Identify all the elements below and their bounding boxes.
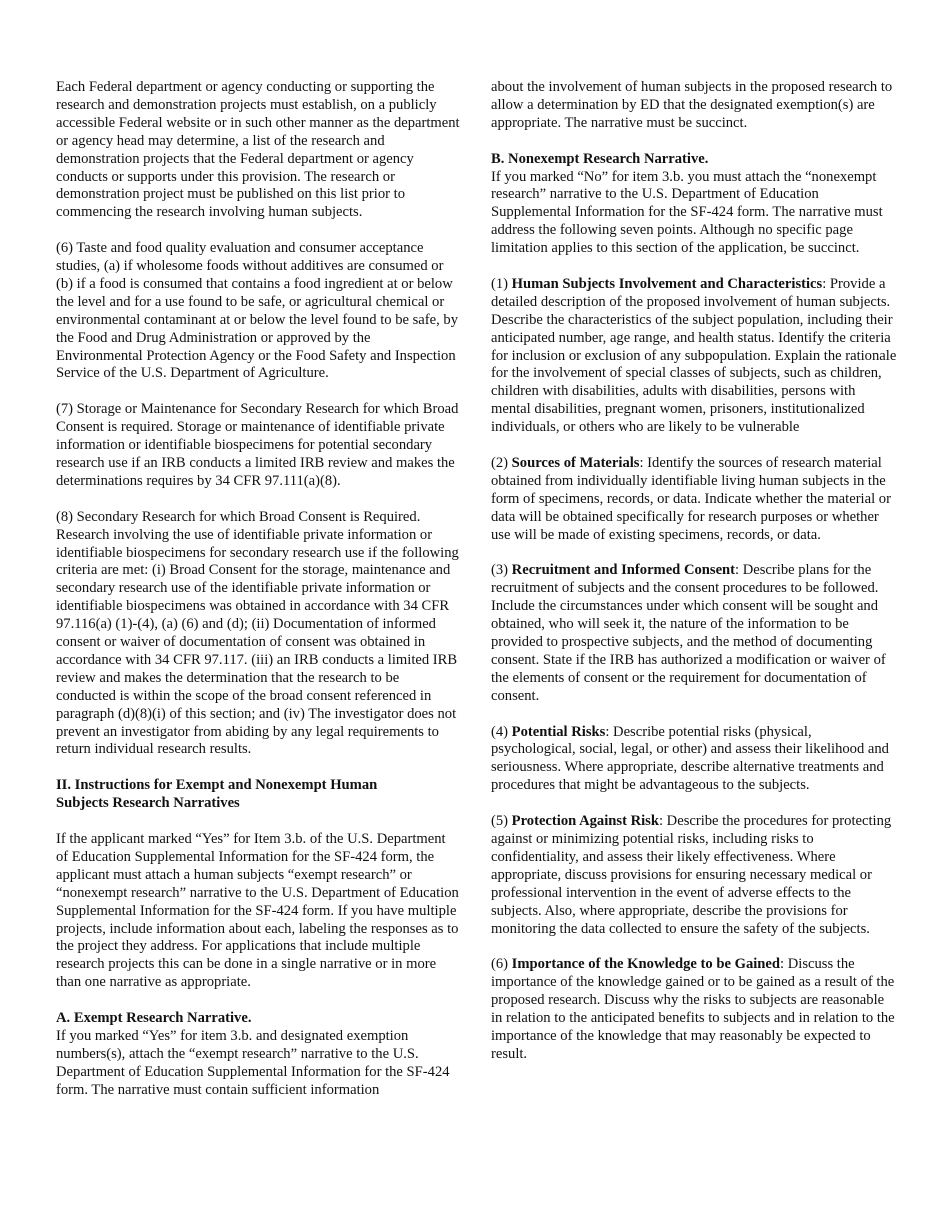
- paragraph-section-b: If you marked “No” for item 3.b. you must attach the “nonexempt research” narrative to the U.S. Department of Education Supplemental Information for the SF-424 form. The narrative must address the following seven points. Although no specific page limitation applies to this section of the application, be succinct.: [491, 168, 883, 257]
- point-6-importance-of-knowledge: [491, 956, 897, 1063]
- point-title: Sources of Materials: [511, 454, 640, 471]
- section-ii-heading-line-1: II. Instructions for Exempt and Nonexempt Human: [56, 777, 378, 794]
- point-number: (3): [491, 562, 512, 579]
- point-body: : Discuss the importance of the knowledge gained or to be gained as a result of the proposed research. Discuss why the risks to subjects are reasonable in relation to the anticipated benefits to subjects and in relation to the importance of the knowledge that may reasonably be expected to result.: [491, 956, 895, 1062]
- point-3-recruitment-consent: [491, 562, 897, 705]
- point-body: : Describe plans for the recruitment of subjects and the consent procedures to be followed. Include the circumstances under which consent will be sought and obtained, who will seek it, the nature of the information to be provided to prospective subjects, and the method of documenting consent. State if the IRB has authorized a modification or waiver of the elements of consent or the requirement for documentation of consent.: [491, 562, 886, 704]
- point-title: Potential Risks: [511, 723, 606, 740]
- paragraph-publish-list: Each Federal department or agency conducting or supporting the research and demonstration projects must establish, on a publicly accessible Federal website or in such other manner as the department or agency head may determine, a list of the research and demonstration projects that the Federal department or agency conducts or supports under this provision. The research or demonstration project must be published on this list prior to commencing the research involving human subjects.: [56, 79, 460, 221]
- paragraph-item-7-storage: (7) Storage or Maintenance for Secondary Research for which Broad Consent is required. Storage or maintenance of identifiable private information or identifiable biospecimens for potential secondary research use if an IRB conducts a limited IRB review and makes the determinations requires by 34 CFR 97.111(a)(8).: [56, 401, 459, 489]
- point-title: Importance of the Knowledge to be Gained: [511, 956, 781, 973]
- paragraph-section-a-part-1: If you marked “Yes” for item 3.b. and designated exemption numbers(s), attach the “exempt research” narrative to the U.S. Department of Education Supplemental Information for the SF-424 form. The narrative must contain sufficient information: [56, 1027, 450, 1098]
- point-number: (1): [491, 275, 512, 292]
- section-b-heading: B. Nonexempt Research Narrative.: [491, 150, 709, 167]
- left-column: [56, 79, 460, 1100]
- point-number: (2): [491, 454, 512, 471]
- paragraph-section-a-part-2: about the involvement of human subjects in the proposed research to allow a determination by ED that the designated exemption(s) are appropriate. The narrative must be succinct.: [491, 79, 893, 131]
- point-title: Protection Against Risk: [511, 813, 659, 830]
- point-body: : Identify the sources of research material obtained from individually identifiable living human subjects in the form of specimens, records, or data. Indicate whether the material or data will be obtained specifically for research purposes or whether use will be made of existing specimens, records, or data.: [491, 454, 891, 543]
- point-1-human-subjects: [491, 276, 897, 437]
- point-5-protection-against-risk: [491, 813, 897, 938]
- section-a-heading: A. Exempt Research Narrative.: [56, 1010, 252, 1027]
- point-2-sources-of-materials: [491, 455, 897, 545]
- point-number: (6): [491, 956, 512, 973]
- point-number: (5): [491, 813, 512, 830]
- point-body: : Describe the procedures for protecting against or minimizing potential risks, including risks to confidentiality, and assess their likely effectiveness. Where appropriate, discuss provisions for ensuring necessary medical or professional intervention in the event of adverse effects to the subjects. Also, where appropriate, describe the provisions for monitoring the data collected to ensure the safety of the subjects.: [491, 813, 892, 937]
- point-title: Recruitment and Informed Consent: [511, 562, 736, 579]
- point-number: (4): [491, 723, 512, 740]
- paragraph-section-ii: If the applicant marked “Yes” for Item 3.b. of the U.S. Department of Education Supplemental Information for the SF-424 form, the applicant must attach a human subjects “exempt research” or “nonexempt research” narrative to the U.S. Department of Education Supplemental Information for the SF-424 form. If you have multiple projects, include information about each, labeling the responses as to the project they address. For applications that include multiple research projects this can be done in a single narrative or in more than one narrative as appropriate.: [56, 830, 459, 991]
- point-title: Human Subjects Involvement and Characteristics: [511, 275, 823, 292]
- section-ii-heading: [56, 777, 460, 813]
- paragraph-item-8-secondary-research: (8) Secondary Research for which Broad Consent is Required. Research involving the use of identifiable private information or identifiable biospecimens for secondary research use if the following criteria are met: (i) Broad Consent for the storage, maintenance and secondary research use of the identifiable private information or identifiable biospecimens was obtained in accordance with 34 CFR 97.116(a) (1)-(4), (a) (6) and (d); (ii) Documentation of informed consent or waiver of documentation of consent was obtained in accordance with 34 CFR 97.117. (iii) an IRB conducts a limited IRB review and makes the determination that the research to be conducted is within the scope of the broad consent referenced in paragraph (d)(8)(i) of this section; and (iv) The investigator does not prevent an investigator from abiding by any legal requirements to return individual research results.: [56, 508, 459, 758]
- point-4-potential-risks: [491, 724, 897, 796]
- point-body: : Provide a detailed description of the proposed involvement of human subjects. Describe the characteristics of the subject population, including their anticipated number, age range, and health status. Identify the criteria for inclusion or exclusion of any subpopulation. Explain the rationale for the involvement of special classes of subjects, such as children, children with disabilities, adults with disabilities, persons with mental disabilities, pregnant women, prisoners, institutionalized individuals, or others who are likely to be vulnerable: [491, 275, 897, 436]
- section-ii-heading-line-2: Subjects Research Narratives: [56, 795, 240, 812]
- paragraph-item-6-taste-food: (6) Taste and food quality evaluation and consumer acceptance studies, (a) if wholesome foods without additives are consumed or (b) if a food is consumed that contains a food ingredient at or below the level and for a use found to be safe, or agricultural chemical or environmental contaminant at or below the level found to be safe, by the Food and Drug Administration or approved by the Environmental Protection Agency or the Food Safety and Inspection Service of the U.S. Department of Agriculture.: [56, 240, 459, 382]
- right-column: [491, 79, 897, 1082]
- point-body: : Describe potential risks (physical, psychological, social, legal, or other) and assess their likelihood and seriousness. Where appropriate, describe alternative treatments and procedures that might be advantageous to the subjects.: [491, 723, 889, 794]
